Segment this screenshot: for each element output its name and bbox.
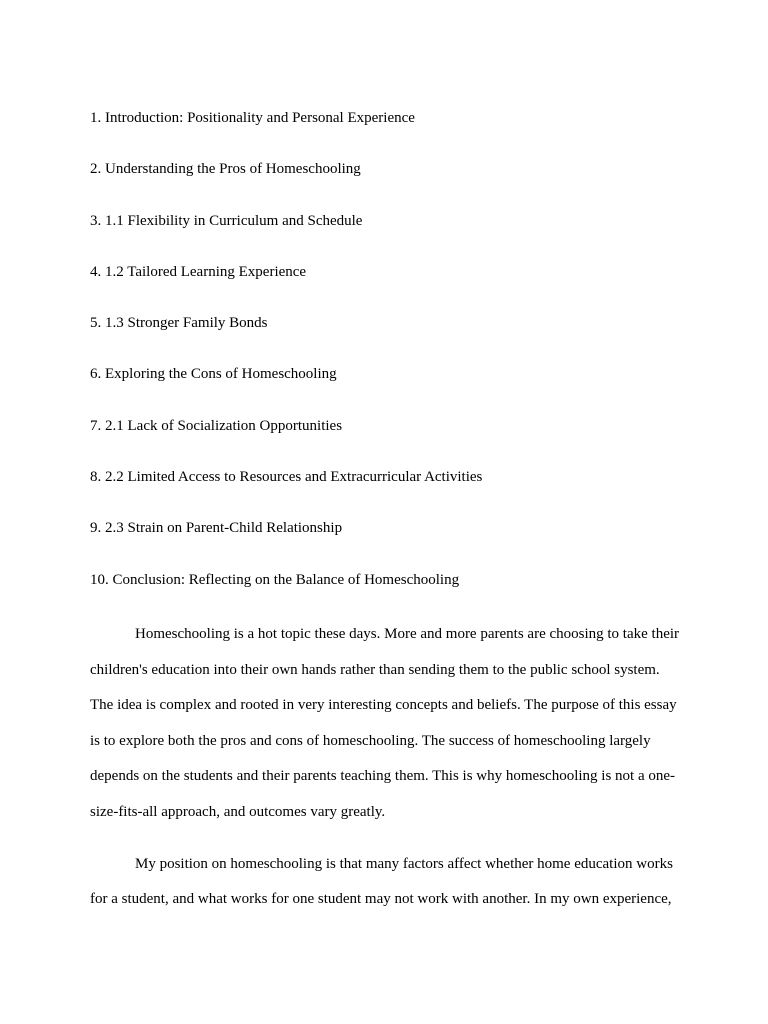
outline-item: 10. Conclusion: Reflecting on the Balance of Homeschooling	[90, 571, 460, 588]
body-paragraph: My position on homeschooling is that many factors affect whether home education works for a student, and what works for one student may not work with another. In my own experience,	[90, 855, 673, 908]
essay-outline	[90, 107, 482, 620]
outline-item: 5. 1.3 Stronger Family Bonds	[90, 315, 268, 332]
essay-body	[90, 617, 680, 934]
outline-item: 6. Exploring the Cons of Homeschooling	[90, 366, 337, 383]
outline-item: 3. 1.1 Flexibility in Curriculum and Schedule	[90, 212, 363, 229]
outline-item: 2. Understanding the Pros of Homeschooling	[90, 161, 361, 178]
outline-item: 7. 2.1 Lack of Socialization Opportunities	[90, 417, 343, 434]
outline-item: 9. 2.3 Strain on Parent-Child Relationship	[90, 520, 343, 537]
outline-item: 4. 1.2 Tailored Learning Experience	[90, 263, 307, 280]
outline-item: 8. 2.2 Limited Access to Resources and Extracurricular Activities	[90, 469, 483, 486]
outline-item: 1. Introduction: Positionality and Personal Experience	[90, 110, 415, 126]
body-paragraph: Homeschooling is a hot topic these days. More and more parents are choosing to take their children's education into their own hands rather than sending them to the public school system. The idea is complex and rooted in very interesting concepts and beliefs. The purpose of this essay is to explore both the pros and cons of homeschooling. The success of homeschooling largely depends on the students and their parents teaching them. This is why homeschooling is not a one-size-fits-all approach, and outcomes vary greatly.	[90, 626, 680, 820]
